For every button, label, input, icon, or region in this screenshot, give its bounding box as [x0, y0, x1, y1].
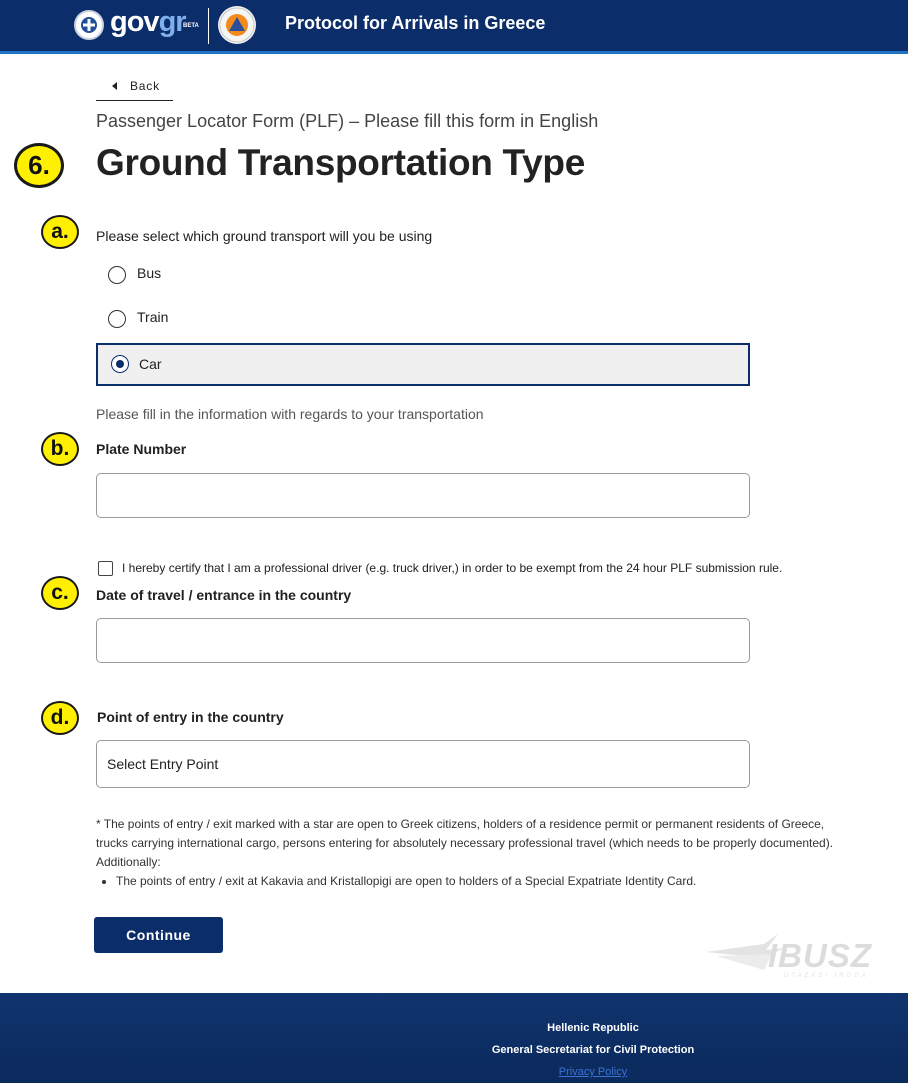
date-of-travel-input[interactable]: [96, 618, 750, 663]
professional-driver-checkbox[interactable]: [98, 561, 113, 576]
page-footer: [0, 993, 908, 1083]
govgr-logo[interactable]: govgr: [110, 6, 186, 38]
point-of-entry-select[interactable]: [96, 740, 750, 788]
step-badge-c: c.: [41, 576, 79, 610]
point-of-entry-label: Point of entry in the country: [97, 709, 284, 725]
ibusz-brand: IBUSZ: [768, 937, 872, 974]
app-header: [0, 0, 908, 54]
radio-label-train: Train: [137, 309, 169, 325]
transport-question: Please select which ground transport will you be using: [96, 228, 433, 244]
note-bullet: • The points of entry / exit at Kakavia and Kristallopigi are open to holders of a Special Expatriate Identity Card.: [116, 872, 841, 891]
step-badge-a: a.: [41, 215, 79, 249]
back-arrow-icon: [112, 82, 117, 90]
ibusz-watermark: [706, 930, 872, 981]
entry-points-note: [96, 815, 841, 891]
continue-button[interactable]: Continue: [94, 917, 223, 953]
page-title: Ground Transportation Type: [96, 142, 585, 183]
professional-driver-label: I hereby certify that I am a professional driver (e.g. truck driver,) in order to be exempt from the 24 hour PLF submission rule.: [122, 561, 783, 575]
radio-option-bus[interactable]: [96, 253, 750, 295]
beta-badge: BETA: [183, 23, 199, 29]
step-badge-d: d.: [41, 701, 79, 735]
radio-label-bus: Bus: [137, 265, 162, 281]
civil-protection-icon: [218, 6, 256, 44]
ibusz-tagline: UTAZÁSI IRODA: [784, 973, 869, 979]
form-caption: Passenger Locator Form (PLF) – Please fill this form in English: [96, 111, 599, 131]
radio-option-train[interactable]: [96, 297, 750, 339]
back-link[interactable]: [96, 72, 173, 101]
step-badge-6: 6.: [14, 143, 64, 188]
footer-line-1: Hellenic Republic: [547, 1022, 639, 1034]
transport-hint: Please fill in the information with regards to your transportation: [96, 406, 484, 422]
radio-option-car[interactable]: [96, 343, 750, 386]
note-text: * The points of entry / exit marked with a star are open to Greek citizens, holders of a residence permit or permanent residents of Greece, trucks carrying international cargo, persons entering for absolutely necessary professional travel (which needs to be properly documented). Additionally:: [96, 817, 834, 869]
radio-circle-icon[interactable]: [108, 310, 126, 328]
radio-circle-icon[interactable]: [108, 266, 126, 284]
plate-number-label: Plate Number: [96, 441, 187, 457]
plate-number-input[interactable]: [96, 473, 750, 518]
footer-line-2: General Secretariat for Civil Protection: [491, 1044, 695, 1056]
back-label: Back: [130, 79, 160, 93]
greek-emblem-icon: [74, 10, 104, 40]
radio-selected-icon[interactable]: [111, 355, 129, 373]
radio-label-car: Car: [139, 356, 162, 372]
header-divider: [208, 8, 209, 44]
date-of-travel-label: Date of travel / entrance in the country: [96, 587, 352, 603]
privacy-policy-link[interactable]: Privacy Policy: [558, 1066, 628, 1078]
point-of-entry-value: Select Entry Point: [107, 756, 219, 772]
header-title: Protocol for Arrivals in Greece: [285, 13, 546, 33]
step-badge-b: b.: [41, 432, 79, 466]
